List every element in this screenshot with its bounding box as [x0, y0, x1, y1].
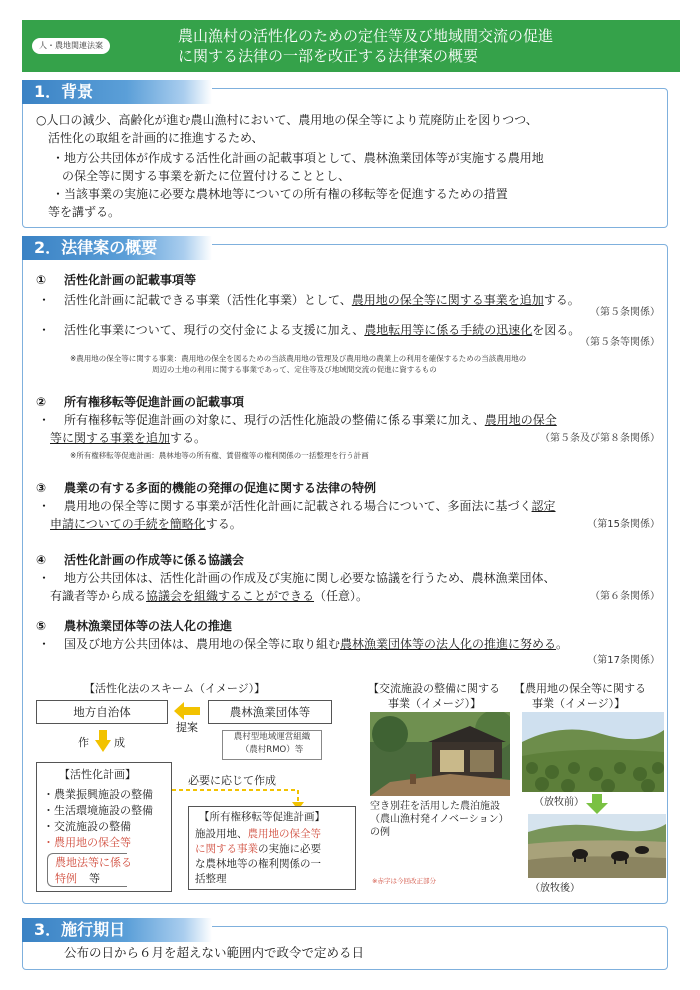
item3-line1: 農用地の保全等に関する事業が活性化計画に記載される場合について、多面法に基づく認定: [64, 499, 556, 513]
agri-group-box: 農林漁業団体等: [208, 700, 332, 724]
plan-item-red: ・農用地の保全等: [43, 836, 131, 849]
before-grazing-photo: [522, 712, 664, 792]
bullet: ・: [38, 323, 51, 337]
category-tag: 人・農地関連法案: [32, 38, 110, 54]
activation-plan-box: [36, 762, 172, 892]
after-label: （放牧後）: [530, 883, 580, 894]
plan-special-red: 農地法等に係る: [55, 856, 132, 869]
item5-line1: 国及び地方公共団体は、農用地の保全等に取り組む農林漁業団体等の法人化の推進に努める。: [64, 637, 569, 651]
photo1-caption-1: 【交流施設の整備に関する: [368, 682, 500, 695]
item2-line1: 所有権移転等促進計画の対象に、現行の活性化施設の整備に係る事業に加え、農用地の保全: [64, 413, 557, 427]
item1-bullet2: 活性化事業について、現行の交付金による支援に加え、農地転用等に係る手続の迅速化を図る。: [64, 323, 581, 337]
background-line-2: 活性化の取組を計画的に推進するため、: [48, 131, 264, 145]
bullet: ・: [38, 413, 51, 427]
item3-ref: （第15条関係）: [587, 519, 660, 530]
item1-ref2: （第５条等関係）: [580, 337, 660, 348]
item2-note: ※所有権移転等促進計画：農林地等の所有権、賃借権等の権利関係の一括整理を行う計画: [70, 451, 369, 460]
title-line-2: に関する法律の一部を改正する法律案の概要: [178, 47, 479, 65]
overview-heading: 2．法律案の概要: [22, 236, 212, 260]
transfer-line-4: 括整理: [195, 873, 227, 885]
plan-item: ・農業振興施設の整備: [43, 788, 153, 801]
plan-item: ・生活環境施設の整備: [43, 804, 153, 817]
photo1-desc-1: 空き別荘を活用した農泊施設: [370, 801, 500, 812]
enforcement-text: 公布の日から６月を超えない範囲内で政令で定める日: [64, 945, 365, 960]
scheme-caption: 【活性化法のスキーム（イメージ）】: [84, 682, 266, 695]
farm-stay-photo: [370, 712, 510, 796]
photo2-caption-2: 事業（イメージ）】: [532, 697, 626, 710]
as-needed-label: 必要に応じて作成: [188, 774, 276, 787]
bullet: ・: [38, 499, 51, 513]
item1-note2: 周辺の土地の利用に関する事業であって、定住等及び地域間交流の促進に資するもの: [152, 365, 437, 374]
item2-number: ②: [36, 395, 47, 409]
rmo-line-1: 農村型地域運営組織: [233, 732, 311, 742]
background-line-1: ○人口の減少、高齢化が進む農山漁村において、農用地の保全等により荒廃防止を図りつつ、: [36, 113, 538, 127]
item4-line2: 有識者等から成る協議会を組織することができる（任意）。: [50, 589, 369, 603]
red-note: ※赤字は今回改正部分: [372, 877, 436, 885]
enforcement-heading: 3．施行期日: [22, 918, 212, 942]
transfer-line-2: に関する事業の実施に必要: [195, 843, 321, 855]
proposal-label: 提案: [176, 721, 198, 734]
item4-title: 活性化計画の作成等に係る協議会: [64, 553, 245, 567]
item4-number: ④: [36, 553, 47, 567]
background-line-3: ・地方公共団体が作成する活性化計画の記載事項として、農林漁業団体等が実施する農用地: [52, 151, 544, 165]
plan-item: ・交流施設の整備: [43, 820, 131, 833]
before-label: （放牧前）: [534, 797, 584, 808]
item3-title: 農業の有する多面的機能の発揮の促進に関する法律の特例: [64, 481, 377, 495]
plan-item-list: [43, 787, 153, 835]
photo1-desc-2: （農山漁村発イノベーション）: [370, 814, 509, 825]
bullet: ・: [38, 293, 51, 307]
item1-bullet1: 活性化計画に記載できる事業（活性化事業）として、農用地の保全等に関する事業を追加する。: [64, 293, 580, 307]
create-label-b: 成: [114, 736, 125, 749]
item1-number: ①: [36, 273, 47, 287]
transfer-title: 【所有権移転等促進計画】: [199, 811, 325, 823]
item2-line2: 等に関する事業を追加する。: [50, 431, 207, 445]
item1-note1: ※農用地の保全等に関する事業：農用地の保全を図るための当該農用地の管理及び農用地の農業上の利用を確保するための当該農用地の: [70, 354, 527, 363]
photo1-desc-3: の例: [370, 827, 390, 838]
item5-number: ⑤: [36, 619, 47, 633]
item2-title: 所有権移転等促進計画の記載事項: [64, 395, 245, 409]
page-header: [22, 20, 680, 72]
background-heading: 1．背景: [22, 80, 212, 104]
after-grazing-photo: [528, 814, 666, 878]
down-arrow-icon: [95, 730, 111, 752]
item4-line1: 地方公共団体は、活性化計画の作成及び実施に関し必要な協議を行うため、農林漁業団体、: [64, 571, 556, 585]
local-gov-box: 地方自治体: [36, 700, 168, 724]
item4-ref: （第６条関係）: [590, 591, 660, 602]
item1-ref1: （第５条関係）: [590, 307, 660, 318]
bullet: ・: [38, 571, 51, 585]
down-arrow-green-icon: [586, 794, 608, 814]
transfer-line-1: 施設用地、農用地の保全等: [195, 828, 321, 840]
plan-title: 【活性化計画】: [59, 768, 136, 781]
photo1-caption-2: 事業（イメージ）】: [388, 697, 482, 710]
create-label-a: 作: [78, 736, 89, 749]
title-line-1: 農山漁村の活性化のための定住等及び地域間交流の促進: [178, 27, 554, 45]
background-line-6: 等を講ずる。: [48, 205, 121, 219]
page-title: [178, 26, 674, 66]
rmo-box: [222, 730, 322, 760]
item3-line2: 申請についての手続を簡略化する。: [50, 517, 242, 531]
plan-special-line: 特例 等: [55, 872, 100, 885]
item5-ref: （第17条関係）: [587, 655, 660, 666]
transfer-line-3: な農林地等の権利関係の一: [195, 858, 321, 870]
item5-title: 農林漁業団体等の法人化の推進: [64, 619, 233, 633]
background-line-5: ・当該事業の実施に必要な農林地等についての所有権の移転等を促進するための措置: [52, 187, 508, 201]
photo2-caption-1: 【農用地の保全等に関する: [514, 682, 646, 695]
item2-ref: （第５条及び第８条関係）: [540, 433, 660, 444]
transfer-plan-box: [188, 806, 356, 890]
bullet: ・: [38, 637, 51, 651]
background-line-4: の保全等に関する事業を新たに位置付けることとし、: [62, 169, 351, 183]
item3-number: ③: [36, 481, 47, 495]
rmo-line-2: （農村RMO）等: [240, 745, 304, 755]
item1-title: 活性化計画の記載事項等: [64, 273, 197, 287]
